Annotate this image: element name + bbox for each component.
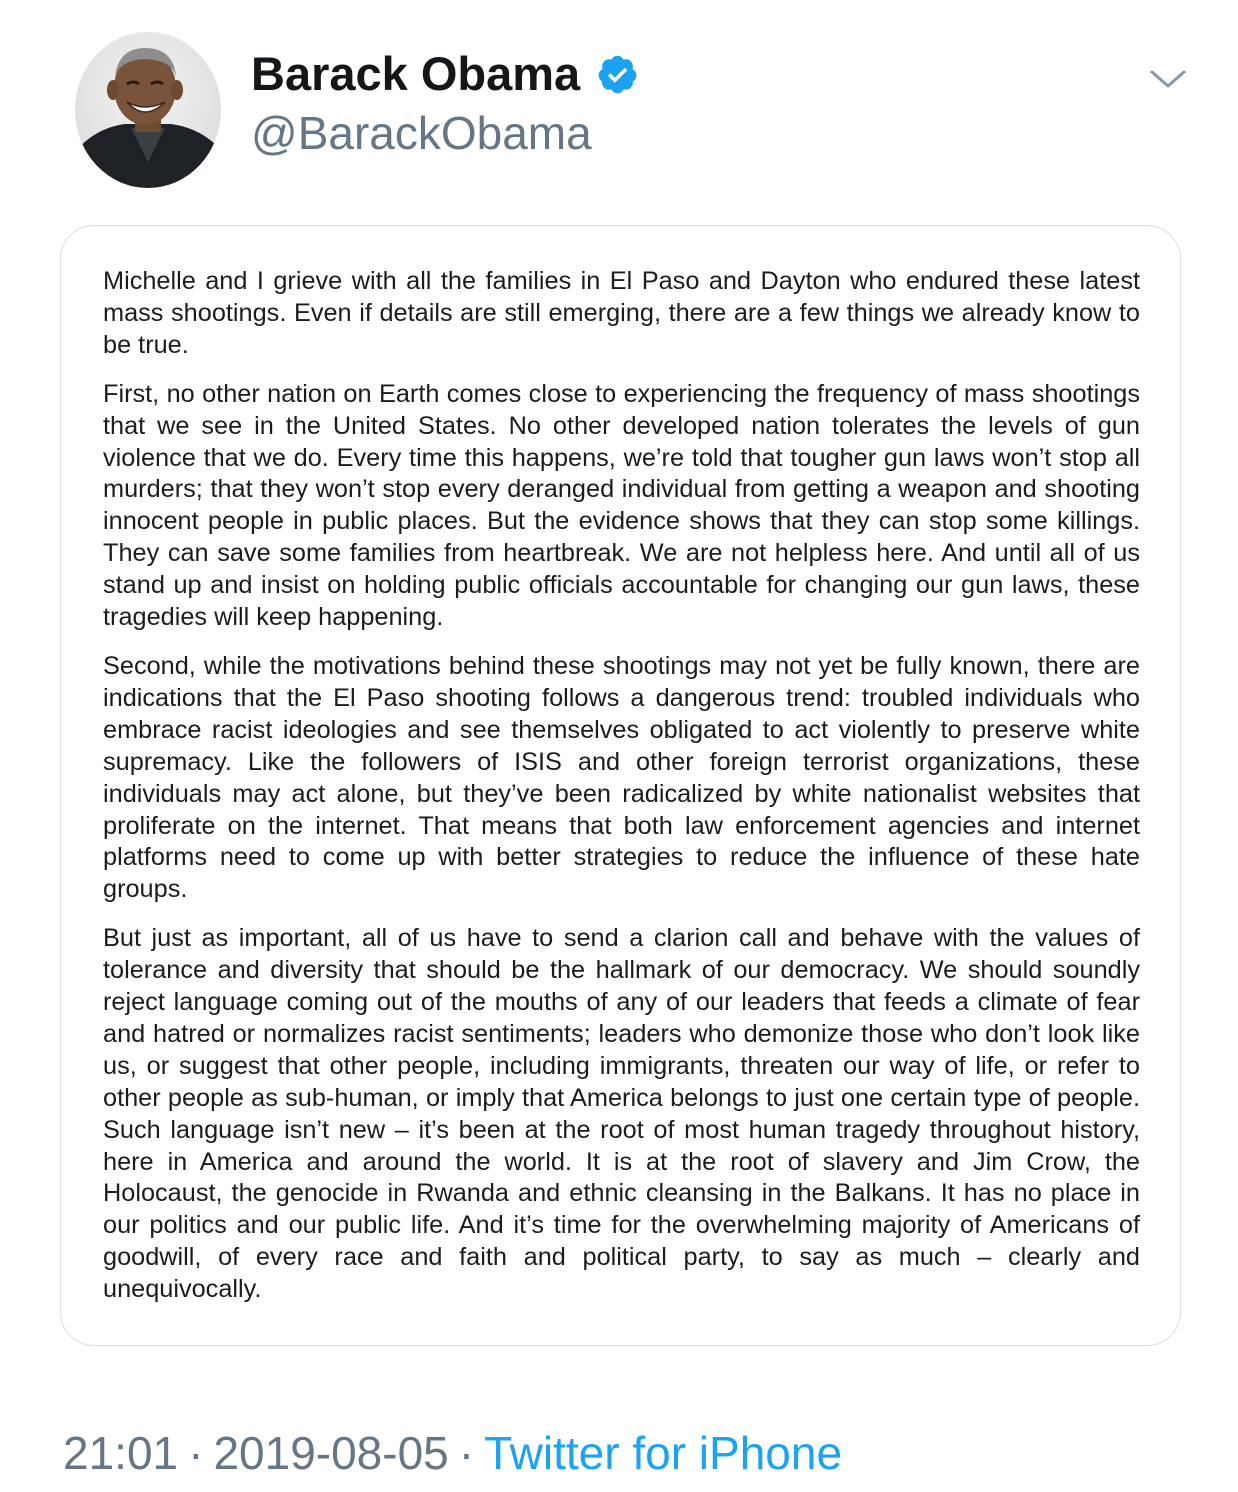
chevron-down-icon[interactable] (1148, 64, 1188, 94)
statement-text (103, 266, 1140, 1306)
statement-paragraph: Second, while the motivations behind these shootings may not yet be fully known, there are indications that the El Paso shooting follows a dangerous trend: troubled individuals who embrace racist ideologies and see themselves obligated to act violently to preserve white supremacy. Like the followers of ISIS and other foreign terrorist organizations, these individuals may act alone, but they’ve been radicalized by white nationalist websites that proliferate on the internet. That means that both law enforcement agencies and internet platforms need to come up with better strategies to reduce the influence of these hate groups. (103, 651, 1140, 904)
statement-paragraph: But just as important, all of us have to send a clarion call and behave with the values of tolerance and diversity that should be the hallmark of our democracy. We should soundly reject language coming out of the mouths of any of our leaders that feeds a climate of fear and hatred or normalizes racist sentiments; leaders who demonize those who don’t look like us, or suggest that other people, including immigrants, threaten our way of life, or refer to other people as sub-human, or imply that America belongs to just one certain type of people. Such language isn’t new – it’s been at the root of most human tragedy throughout history, here in America and around the world. It is at the root of slavery and Jim Crow, the Holocaust, the genocide in Rwanda and ethnic cleansing in the Balkans. It has no place in our politics and our public life. And it’s time for the overwhelming majority of Americans of goodwill, of every race and faith and political party, to say as much – clearly and unequivocally. (103, 924, 1140, 1304)
tweet-source-link[interactable]: Twitter for iPhone (484, 1427, 843, 1479)
display-name[interactable]: Barack Obama (251, 47, 581, 100)
tweet-meta (63, 1425, 842, 1481)
tweet-media-image[interactable] (60, 225, 1181, 1346)
tweet-date[interactable]: 2019-08-05 (213, 1427, 449, 1479)
statement-paragraph: Michelle and I grieve with all the families in El Paso and Dayton who endured these latest mass shootings. Even if details are still emerging, there are a few things we already know to be true. (103, 267, 1140, 359)
statement-paragraph: First, no other nation on Earth comes close to experiencing the frequency of mass shootings that we see in the United States. No other developed nation tolerates the levels of gun violence that we do. Every time this happens, we’re told that tougher gun laws won’t stop all murders; that they won’t stop every deranged individual from getting a weapon and shooting innocent people in public places. But the evidence shows that they can stop some killings. They can save some families from heartbreak. We are not helpless here. And until all of us stand up and insist on holding public officials accountable for changing our gun laws, these tragedies will keep happening. (103, 379, 1140, 632)
tweet-time[interactable]: 21:01 (63, 1427, 179, 1479)
meta-separator: · (188, 1427, 204, 1479)
verified-badge-icon (596, 53, 639, 96)
avatar[interactable] (75, 32, 221, 188)
profile-photo (75, 32, 221, 188)
meta-separator: · (458, 1427, 475, 1479)
username-handle[interactable]: @BarackObama (251, 107, 592, 159)
